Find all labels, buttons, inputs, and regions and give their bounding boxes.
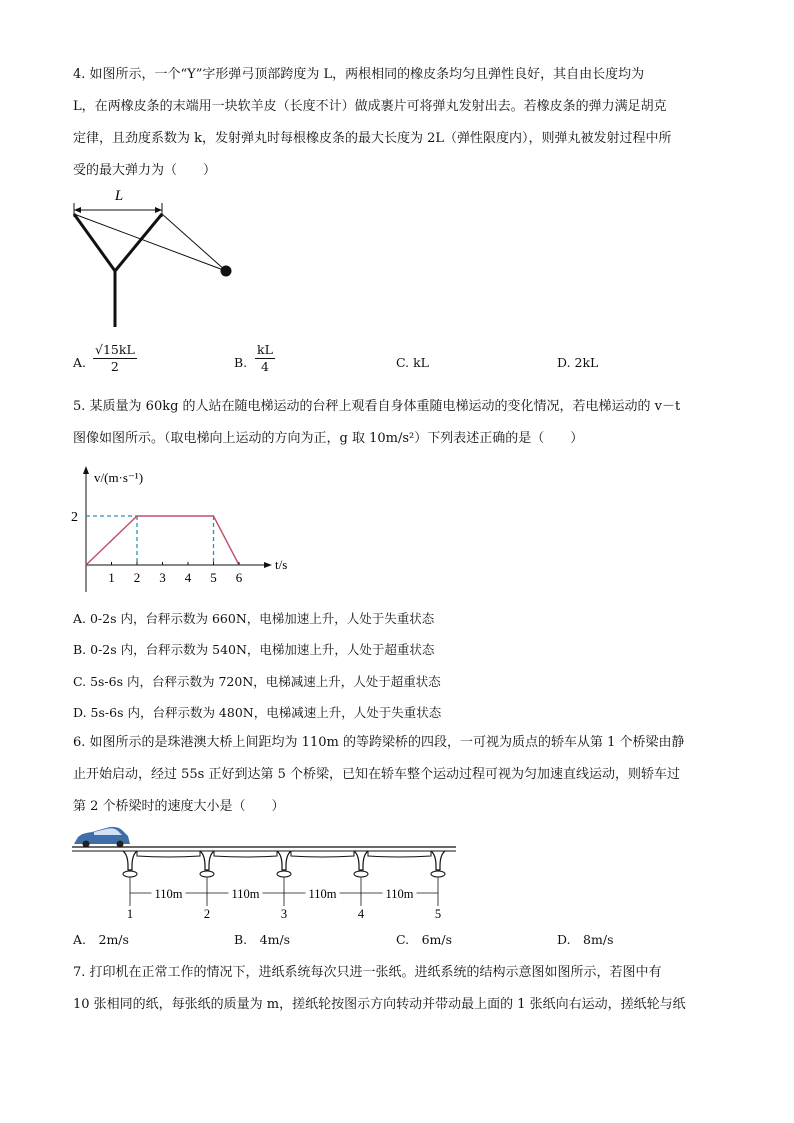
span-girder-1 xyxy=(137,851,200,857)
q4-line-3: 定律，且劲度系数为 k，发射弹丸时每根橡皮条的最大长度为 2L（弹性限度内），则弹丸被发射过程中所 xyxy=(73,131,672,146)
q4-option-a-fraction xyxy=(93,343,137,374)
span-girder-2 xyxy=(214,851,277,857)
x-axis-arrow xyxy=(264,562,272,568)
pier-base-5 xyxy=(431,871,445,877)
slingshot-figure xyxy=(68,184,243,332)
pier-base-3 xyxy=(277,871,291,877)
x-tick-label-1: 1 xyxy=(108,570,115,585)
q6-option-a: A. 2m/s xyxy=(73,932,129,947)
y-axis-label: v/(m·s⁻¹) xyxy=(94,470,144,485)
q4-option-b-letter: B. xyxy=(234,355,248,370)
car-icon xyxy=(74,827,130,848)
pier-3 xyxy=(277,851,291,870)
bridge-figure xyxy=(70,822,460,922)
pier-label-2: 2 xyxy=(203,907,211,921)
pier-4 xyxy=(354,851,368,870)
q4-option-b-fraction xyxy=(255,343,275,374)
q4-option-a-denominator: 2 xyxy=(110,359,119,374)
span-girder-4 xyxy=(368,851,431,857)
pier-base-1 xyxy=(123,871,137,877)
span-girder-3 xyxy=(291,851,354,857)
pier-2 xyxy=(200,851,214,870)
pier-label-5: 5 xyxy=(434,907,442,921)
x-tick-label-3: 3 xyxy=(159,570,166,585)
q7-line-1: 7. 打印机在正常工作的情况下，进纸系统每次只进一张纸。进纸系统的结构示意图如图所示，若图中有 xyxy=(73,965,662,980)
series-line-v xyxy=(86,516,239,565)
q4-option-d: D. 2kL xyxy=(557,355,599,370)
pier-base-2 xyxy=(200,871,214,877)
q6-option-c: C. 6m/s xyxy=(396,932,453,947)
pier-label-1: 1 xyxy=(126,907,134,921)
q4-line-2: L，在两橡皮条的末端用一块软羊皮（长度不计）做成裹片可将弹丸发射出去。若橡皮条的弹力满足胡克 xyxy=(73,99,667,114)
q5-option-a: A. 0-2s 内，台秤示数为 660N，电梯加速上升，人处于失重状态 xyxy=(73,611,435,626)
x-tick-label-6: 6 xyxy=(235,570,243,585)
q5-option-b: B. 0-2s 内，台秤示数为 540N，电梯加速上升，人处于超重状态 xyxy=(73,642,435,657)
y-axis-arrow xyxy=(83,466,89,474)
q5-line-1: 5. 某质量为 60kg 的人站在随电梯运动的台秤上观看自身体重随电梯运动的变化情况，若电梯运动的 v－t xyxy=(73,399,681,414)
span-label-l: L xyxy=(114,188,124,204)
span-label-3: 110m xyxy=(308,887,337,901)
span-label-4: 110m xyxy=(385,887,414,901)
pier-5 xyxy=(431,851,445,870)
pier-label-4: 4 xyxy=(357,907,365,921)
q4-option-a-numerator: √15kL xyxy=(95,342,135,357)
q7-line-2: 10 张相同的纸，每张纸的质量为 m，搓纸轮按图示方向转动并带动最上面的 1 张纸向右运动，搓纸轮与纸 xyxy=(73,997,686,1012)
q5-option-c: C. 5s-6s 内，台秤示数为 720N，电梯减速上升，人处于超重状态 xyxy=(73,674,441,689)
q6-option-b: B. 4m/s xyxy=(234,932,291,947)
q4-option-c: C. kL xyxy=(396,355,429,370)
span-label-2: 110m xyxy=(231,887,260,901)
q6-option-d: D. 8m/s xyxy=(557,932,614,947)
q5-line-2: 图像如图所示。（取电梯向上运动的方向为正，g 取 10m/s²）下列表述正确的是（ ） xyxy=(73,431,584,446)
q4-option-b-numerator: kL xyxy=(257,342,273,357)
y-tick-label-2: 2 xyxy=(71,510,78,525)
pier-1 xyxy=(123,851,137,870)
x-tick-label-2: 2 xyxy=(133,570,141,585)
q6-line-1: 6. 如图所示的是珠港澳大桥上间距均为 110m 的等跨梁桥的四段，一可视为质点的轿车从第 1 个桥梁由静 xyxy=(73,735,685,750)
x-tick-label-5: 5 xyxy=(210,570,217,585)
q5-option-d: D. 5s-6s 内，台秤示数为 480N，电梯减速上升，人处于失重状态 xyxy=(73,705,442,720)
q6-line-3: 第 2 个桥梁时的速度大小是（ ） xyxy=(73,799,285,814)
q4-option-b-denominator: 4 xyxy=(260,359,269,374)
span-label-1: 110m xyxy=(154,887,183,901)
pier-base-4 xyxy=(354,871,368,877)
x-tick-label-4: 4 xyxy=(184,570,192,585)
q6-line-2: 止开始启动，经过 55s 正好到达第 5 个桥梁，已知在轿车整个运动过程可视为匀加速直线运动，则轿车过 xyxy=(73,767,681,782)
q4-line-4: 受的最大弹力为（ ） xyxy=(73,163,217,178)
q4-option-a-letter: A. xyxy=(73,355,87,370)
vt-chart xyxy=(71,460,310,595)
pier-label-3: 3 xyxy=(280,907,288,921)
x-axis-label: t/s xyxy=(275,557,288,572)
q4-line-1: 4. 如图所示，一个“Y”字形弹弓顶部跨度为 L，两根相同的橡皮条均匀且弹性良好，其自由长度均为 xyxy=(73,67,645,82)
